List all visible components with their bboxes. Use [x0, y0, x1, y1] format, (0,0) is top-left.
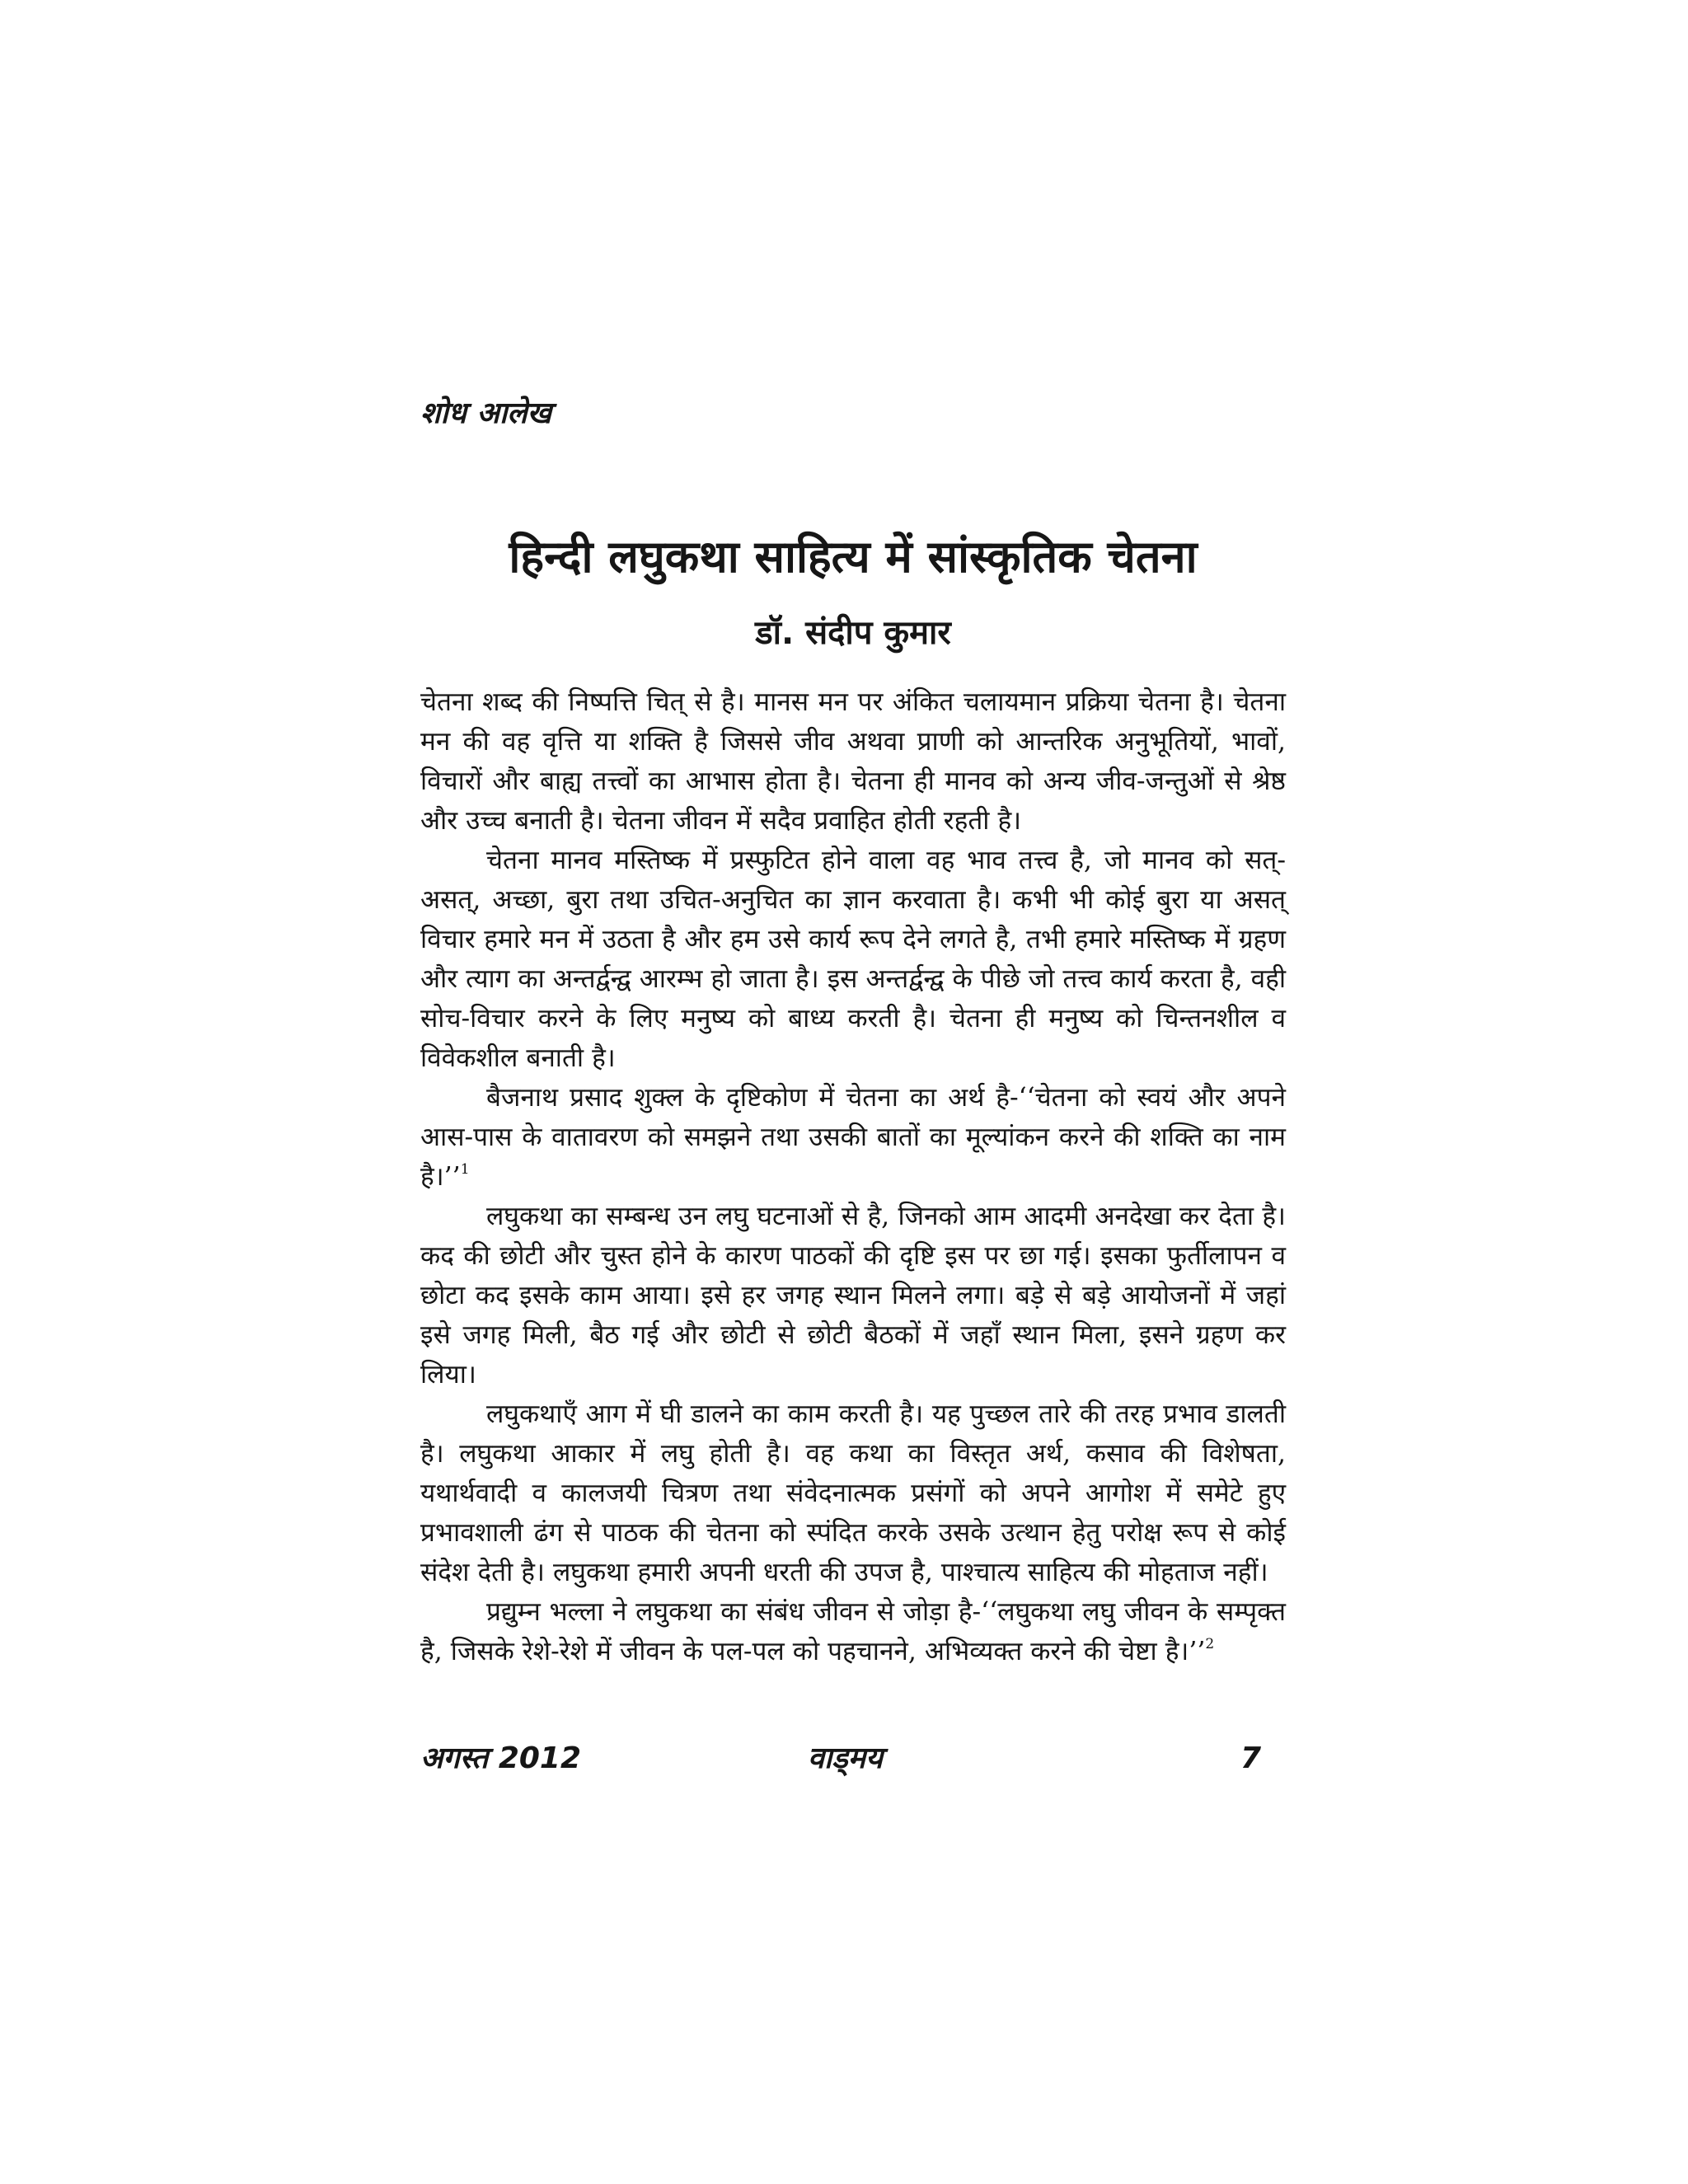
paragraph: [420, 1592, 1286, 1671]
section-label: शोध आलेख: [420, 396, 552, 430]
paragraph-text: लघुकथा का सम्बन्ध उन लघु घटनाओं से है, जिनको आम आदमी अनदेखा कर देता है। कद की छोटी और चुस्त होने के कारण पाठकों की दृष्टि इस पर छा गई। इसका फुर्तीलापन व छोटा कद इसके काम आया। इसे हर जगह स्थान मिलने लगा। बड़े से बड़े आयोजनों में जहां इसे जगह मिली, बैठ गई और छोटी से छोटी बैठकों में जहाँ स्थान मिला, इसने ग्रहण कर लिया।: [420, 1202, 1286, 1390]
page-number: 7: [1240, 1741, 1261, 1775]
article-author: डॉ. संदीप कुमार: [755, 614, 951, 652]
paragraph-text: लघुकथाएँ आग में घी डालने का काम करती है। यह पुच्छल तारे की तरह प्रभाव डालती है। लघुकथा आकार में लघु होती है। वह कथा का विस्तृत अर्थ, कसाव की विशेषता, यथार्थवादी व कालजयी चित्रण तथा संवेदनात्मक प्रसंगों को अपने आगोश में समेटे हुए प्रभावशाली ढंग से पाठक की चेतना को स्पंदित करके उसके उत्थान हेतु परोक्ष रूप से कोई संदेश देती है। लघुकथा हमारी अपनी धरती की उपज है, पाश्चात्य साहित्य की मोहताज नहीं।: [420, 1399, 1286, 1587]
paragraph-text: चेतना मानव मस्तिष्क में प्रस्फुटित होने वाला वह भाव तत्त्व है, जो मानव को सत्-असत्, अच्छा, बुरा तथा उचित-अनुचित का ज्ञान करवाता है। कभी भी कोई बुरा या असत् विचार हमारे मन में उठता है और हम उसे कार्य रूप देने लगते है, तभी हमारे मस्तिष्क में ग्रहण और त्याग का अन्तर्द्वन्द्व आरम्भ हो जाता है। इस अन्तर्द्वन्द्व के पीछे जो तत्त्व कार्य करता है, वही सोच-विचार करने के लिए मनुष्य को बाध्य करती है। चेतना ही मनुष्य को चिन्तनशील व विवेकशील बनाती है।: [420, 846, 1286, 1073]
paragraph-text: बैजनाथ प्रसाद शुक्ल के दृष्टिकोण में चेतना का अर्थ है-‘‘चेतना को स्वयं और अपने आस-पास के वातावरण को समझने तथा उसकी बातों का मूल्यांकन करने की शक्ति का नाम है।’’: [420, 1083, 1286, 1192]
footnote-marker: 1: [460, 1161, 470, 1178]
paragraph-text: चेतना शब्द की निष्पत्ति चित् से है। मानस मन पर अंकित चलायमान प्रक्रिया चेतना है। चेतना मन की वह वृत्ति या शक्ति है जिससे जीव अथवा प्राणी को आन्तरिक अनुभूतियों, भावों, विचारों और बाह्य तत्त्वों का आभास होता है। चेतना ही मानव को अन्य जीव-जन्तुओं से श्रेष्ठ और उच्च बनाती है। चेतना जीवन में सदैव प्रवाहित होती रहती है।: [420, 687, 1286, 836]
paragraph: [420, 841, 1286, 1078]
article-body: [420, 682, 1286, 1671]
footnote-marker: 2: [1205, 1636, 1215, 1652]
article-title: हिन्दी लघुकथा साहित्य में सांस्कृतिक चेतना: [509, 531, 1198, 583]
paragraph: [420, 1197, 1286, 1394]
paragraph: [420, 1394, 1286, 1592]
paragraph: [420, 1078, 1286, 1197]
footer-date: अगस्त 2012: [420, 1741, 582, 1775]
page-footer: [420, 1739, 1286, 1780]
paragraph: [420, 682, 1286, 841]
footer-journal-name: वाड्मय: [808, 1741, 884, 1775]
paragraph-text: प्रद्युम्न भल्ला ने लघुकथा का संबंध जीवन से जोड़ा है-‘‘लघुकथा लघु जीवन के सम्पृक्त है, जिसके रेशे-रेशे में जीवन के पल-पल को पहचानने, अभिव्यक्त करने की चेष्टा है।’’: [420, 1597, 1286, 1666]
